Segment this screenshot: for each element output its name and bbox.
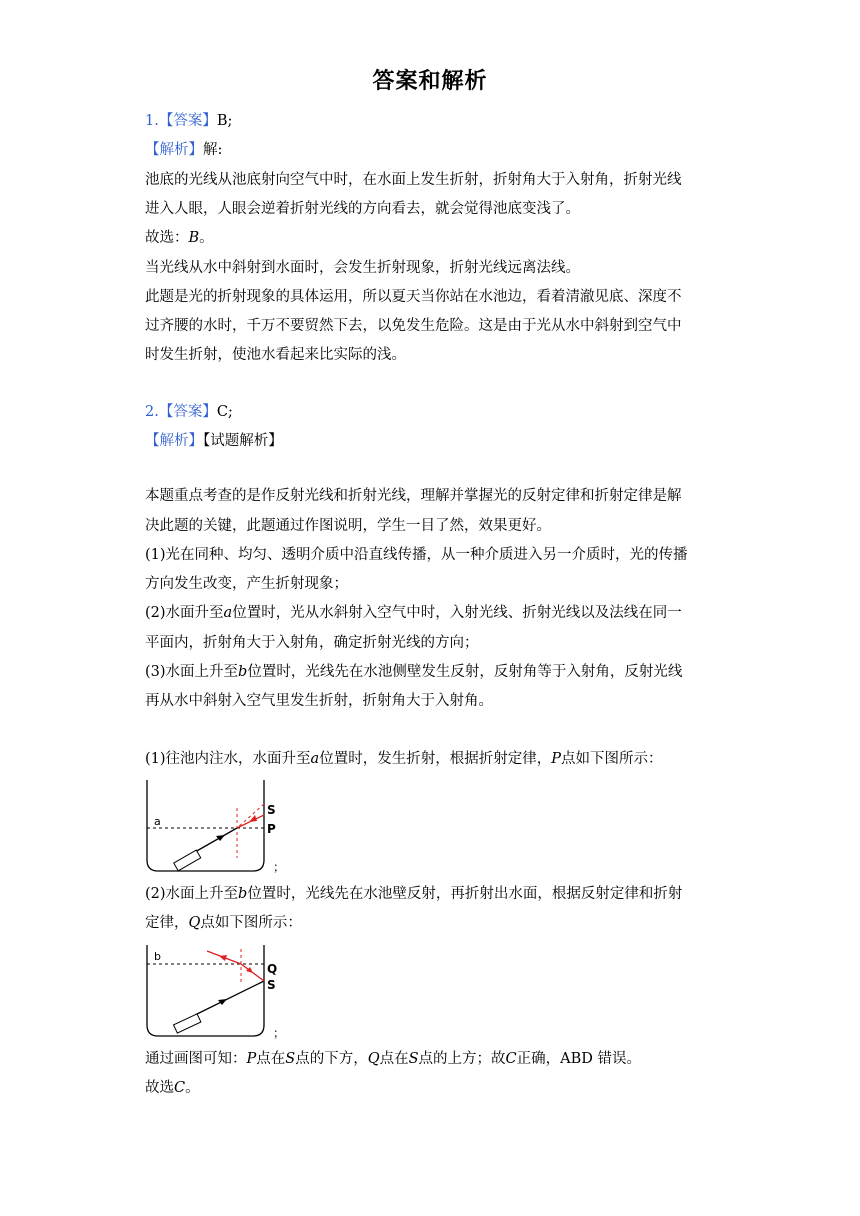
c1-b: 点在 bbox=[256, 1051, 286, 1067]
page-title: 答案和解析 bbox=[372, 69, 488, 94]
q2-point2-line bbox=[145, 603, 682, 623]
q2-step1-a: (1)往池内注水，水面升至 bbox=[145, 751, 311, 767]
incident-ray bbox=[195, 828, 237, 852]
q1-answer-line bbox=[145, 111, 232, 131]
c1-c: 点的下方， bbox=[295, 1051, 368, 1067]
q2-text-line: 本题重点考查的是作反射光线和折射光线，理解并掌握光的反射定律和折射定律是解 bbox=[145, 488, 682, 504]
point-q-label: Q bbox=[267, 962, 278, 976]
light-source-box bbox=[174, 1014, 201, 1033]
q2-point3-b: 位置时，光线先在水池侧壁发生反射，反射角等于入射角，反射光线 bbox=[247, 664, 683, 680]
c1-d: 点在 bbox=[379, 1051, 409, 1067]
q1-text-line: 此题是光的折射现象的具体运用，所以夏天当你站在水池边，看着清澈见底、深度不 bbox=[145, 289, 682, 305]
q1-answer: B; bbox=[216, 113, 233, 129]
q2-point2-var: a bbox=[223, 605, 233, 621]
q2-analysis-tag: 【解析】 bbox=[145, 433, 203, 449]
figure-1-semicolon: ； bbox=[273, 860, 286, 874]
q2-point3-line bbox=[145, 662, 682, 682]
figure-1-svg bbox=[145, 778, 285, 874]
q2-number: 2. bbox=[145, 404, 159, 420]
q2-analysis-head: 【试题解析】 bbox=[203, 433, 283, 449]
q1-choice-line bbox=[145, 228, 214, 248]
q1-choice-end: 。 bbox=[199, 230, 214, 246]
q2-analysis-line bbox=[145, 431, 283, 451]
figure-1-pool-refraction bbox=[145, 778, 285, 874]
figure-2-semicolon: ； bbox=[273, 1026, 286, 1040]
q2-answer: C; bbox=[216, 404, 233, 420]
q2-text-line: 平面内，折射角大于入射角，确定折射光线的方向； bbox=[145, 635, 479, 651]
incident-ray-arrow bbox=[216, 835, 225, 841]
q1-text-line: 时发生折射，使池水看起来比实际的浅。 bbox=[145, 347, 406, 363]
incident-ray bbox=[195, 981, 264, 1015]
c1-f: 正确，ABD 错误。 bbox=[516, 1051, 642, 1067]
c1-e: 点的上方；故 bbox=[418, 1051, 506, 1067]
q2-point3-var: b bbox=[238, 664, 248, 680]
q2-answer-tag: 【答案】 bbox=[158, 404, 217, 420]
c1-s2: S bbox=[408, 1051, 419, 1067]
q2-point3-a: (3)水面上升至 bbox=[145, 664, 239, 680]
q2-step2-c: 定律， bbox=[145, 915, 189, 931]
q1-analysis-tag: 【解析】 bbox=[145, 142, 203, 158]
pool-outline bbox=[147, 945, 264, 1036]
q2-point2-a: (2)水面升至 bbox=[145, 605, 224, 621]
q1-analysis-line bbox=[145, 140, 222, 160]
light-source-box bbox=[174, 850, 201, 871]
refracted-ray-arrow bbox=[219, 955, 227, 961]
q2-step1-c: 点如下图所示： bbox=[560, 751, 663, 767]
q1-choice-var: B bbox=[188, 230, 200, 246]
c1-cc: C bbox=[505, 1051, 517, 1067]
q1-number: 1. bbox=[145, 113, 159, 129]
c1-s: S bbox=[285, 1051, 296, 1067]
q2-step2-var2: Q bbox=[188, 915, 201, 931]
q2-conclusion-line bbox=[145, 1049, 641, 1069]
q2-step2-line bbox=[145, 884, 682, 904]
virtual-ray bbox=[237, 804, 264, 828]
q1-text-line: 进入人眼，人眼会逆着折射光线的方向看去，就会觉得池底变浅了。 bbox=[145, 201, 580, 217]
q1-text-line: 当光线从水中斜射到水面时，会发生折射现象，折射光线远离法线。 bbox=[145, 260, 580, 276]
point-p-label: P bbox=[267, 822, 276, 836]
c1-p: P bbox=[246, 1051, 257, 1067]
q1-choice-prefix: 故选： bbox=[145, 230, 189, 246]
q2-step2-b: 位置时，光线先在水池壁反射，再折射出水面，根据反射定律和折射 bbox=[247, 886, 683, 902]
q2-step1-var2: P bbox=[551, 751, 561, 767]
q2-text-line: 方向发生改变，产生折射现象； bbox=[145, 576, 348, 592]
point-s-label: S bbox=[267, 803, 276, 817]
water-level-label: a bbox=[154, 815, 161, 828]
incident-ray-arrow bbox=[218, 999, 227, 1005]
point-s-label: S bbox=[267, 978, 276, 992]
q2-step2-a: (2)水面上升至 bbox=[145, 886, 239, 902]
q1-answer-tag: 【答案】 bbox=[158, 113, 217, 129]
figure-2-svg bbox=[145, 943, 285, 1039]
q2-choice-line bbox=[145, 1078, 200, 1098]
q2-point2-b: 位置时，光从水斜射入空气中时，入射光线、折射光线以及法线在同一 bbox=[232, 605, 682, 621]
q2-step1-line bbox=[145, 749, 662, 769]
q1-text-line: 过齐腰的水时，千万不要贸然下去，以免发生危险。这是由于光从水中斜射到空气中 bbox=[145, 318, 682, 334]
q2-step1-var: a bbox=[310, 751, 320, 767]
c1-q: Q bbox=[367, 1051, 380, 1067]
pool-outline bbox=[147, 780, 264, 871]
figure-2-pool-reflection bbox=[145, 943, 285, 1039]
q2-text-line: (1)光在同种、均匀、透明介质中沿直线传播，从一种介质进入另一介质时，光的传播 bbox=[145, 547, 688, 563]
q2-step2-d: 点如下图所示： bbox=[200, 915, 302, 931]
q2-choice-var: C bbox=[174, 1080, 186, 1096]
q1-text-line: 池底的光线从池底射向空气中时，在水面上发生折射，折射角大于入射角，折射光线 bbox=[145, 172, 682, 188]
q1-analysis-head: 解: bbox=[203, 142, 223, 158]
q2-step1-b: 位置时，发生折射，根据折射定律， bbox=[319, 751, 552, 767]
q2-step2-var: b bbox=[238, 886, 248, 902]
q2-text-line: 决此题的关键，此题通过作图说明，学生一目了然，效果更好。 bbox=[145, 518, 551, 534]
q2-choice-prefix: 故选 bbox=[145, 1080, 174, 1096]
q2-answer-line bbox=[145, 402, 233, 422]
c1: 通过画图可知： bbox=[145, 1051, 247, 1067]
q2-step2-line-2 bbox=[145, 913, 302, 933]
water-level-label: b bbox=[154, 950, 161, 963]
q2-text-line: 再从水中斜射入空气里发生折射，折射角大于入射角。 bbox=[145, 693, 493, 709]
q2-choice-end: 。 bbox=[185, 1080, 200, 1096]
